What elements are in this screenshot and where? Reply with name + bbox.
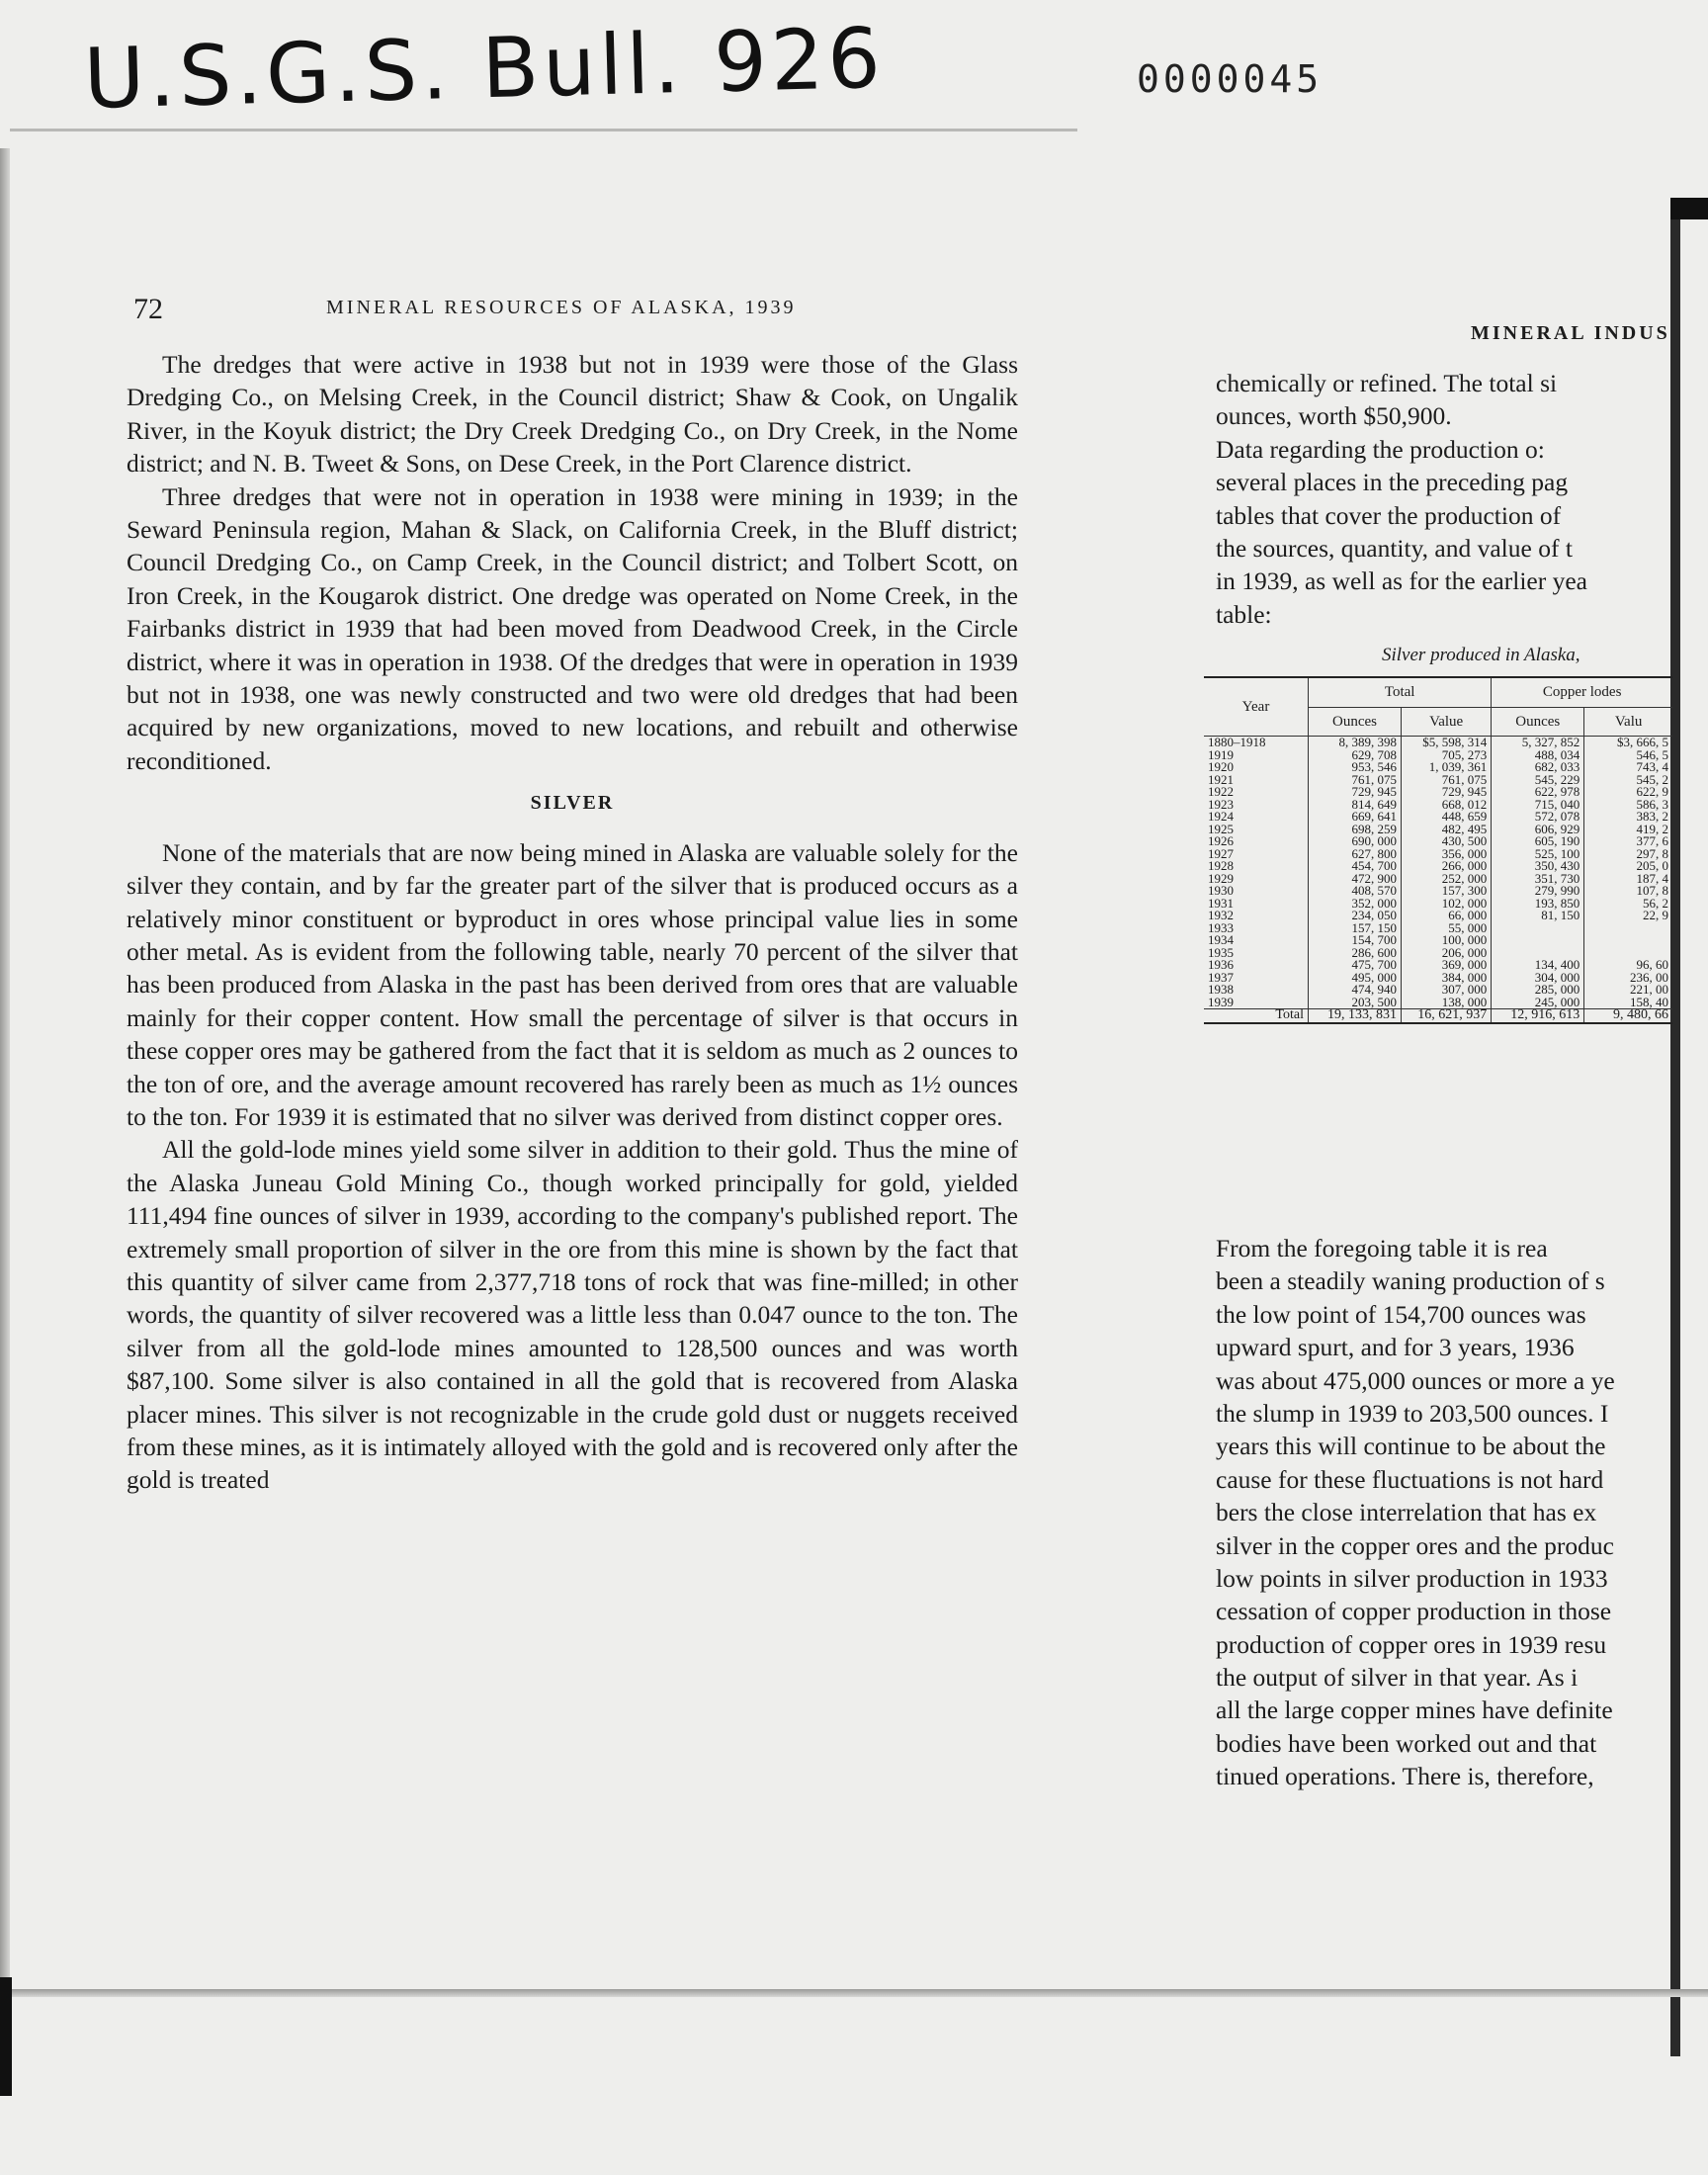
table-cell: 761, 075	[1401, 774, 1491, 787]
table-cell: 304, 000	[1492, 972, 1584, 985]
table-cell: 472, 900	[1309, 873, 1402, 886]
table-cell: 245, 000	[1492, 997, 1584, 1009]
text-line: upward spurt, and for 3 years, 1936	[1216, 1333, 1575, 1362]
text-line: chemically or refined. The total si	[1216, 369, 1558, 397]
text-line: tables that cover the production of	[1216, 500, 1562, 530]
table-cell: 488, 034	[1492, 749, 1584, 762]
table-total-cell: 9, 480, 66	[1584, 1009, 1672, 1023]
text-line: all the large copper mines have definite	[1216, 1696, 1613, 1725]
table-cell-year: 1936	[1208, 957, 1234, 972]
table-cell: 545, 229	[1492, 774, 1584, 787]
table-cell: 627, 800	[1309, 848, 1402, 861]
text-line: From the foregoing table it is rea	[1216, 1234, 1548, 1262]
table-cell: 100, 000	[1401, 934, 1491, 947]
table-cell: 5, 327, 852	[1492, 737, 1584, 749]
table-cell: 81, 150	[1492, 910, 1584, 922]
table-cell	[1492, 922, 1584, 935]
table-cell: 279, 990	[1492, 885, 1584, 898]
table-cell: 377, 6	[1584, 835, 1672, 848]
text-line: production of copper ores in 1939 resu	[1216, 1629, 1607, 1659]
scan-ink-blot	[1670, 198, 1708, 219]
table-row	[1204, 811, 1672, 824]
text-line: the low point of 154,700 ounces was	[1216, 1299, 1586, 1329]
table-cell: 102, 000	[1401, 898, 1491, 911]
table-cell: 205, 0	[1584, 860, 1672, 873]
table-cell: 96, 60	[1584, 959, 1672, 972]
table-cell: 454, 700	[1309, 860, 1402, 873]
table-cell: 669, 641	[1309, 811, 1402, 824]
table-row	[1204, 984, 1672, 997]
table-cell-year: 1929	[1208, 870, 1234, 886]
text-line: low points in silver production in 1933	[1216, 1563, 1608, 1593]
table-cell: 698, 259	[1309, 824, 1402, 836]
table-cell: 384, 000	[1401, 972, 1491, 985]
text-line: tinued operations. There is, therefore,	[1216, 1762, 1594, 1791]
table-row	[1204, 972, 1672, 985]
table-cell: 138, 000	[1401, 997, 1491, 1009]
scan-left-scrap	[0, 1977, 12, 2096]
table-row	[1204, 824, 1672, 836]
table-cell: 761, 075	[1309, 774, 1402, 787]
table-cell: 743, 4	[1584, 761, 1672, 774]
text-line: bers the close interrelation that has ex	[1216, 1498, 1597, 1527]
table-cell-year: 1920	[1208, 759, 1234, 774]
table-cell-year: 1926	[1208, 833, 1234, 848]
table-cell: 448, 659	[1401, 811, 1491, 824]
table-cell-year: 1921	[1208, 771, 1234, 787]
table-cell: 629, 708	[1309, 749, 1402, 762]
table-cell: 356, 000	[1401, 848, 1491, 861]
table-cell: 286, 600	[1309, 947, 1402, 960]
paragraph: All the gold-lode mines yield some silver in addition to their gold. Thus the mine of the Alaska Juneau Gold Mining Co., though worked principally for gold, yielded 111,494 fine ounces of silver in 1939, according to the company's published report. The extremely small proportion of silver in the ore from this mine is shown by the fact that this quantity of silver came from 2,377,718 tons of rock that was fine-milled; in other words, the quantity of silver recovered was a little less than 0.047 ounce to the ton. The silver from all the gold-lode mines amounted to 128,500 ounces and was worth $87,100. Some silver is also contained in all the gold that is recovered from Alaska placer mines. This silver is not recognizable in the crude gold dust or nuggets received from these mines, as it is intimately alloyed with the gold and is recovered only after the gold is treated	[127, 1135, 1018, 1495]
table-cell: 134, 400	[1492, 959, 1584, 972]
table-total-cell: 12, 916, 613	[1492, 1009, 1584, 1023]
table-cell: $5, 598, 314	[1401, 737, 1491, 749]
table-cell: 56, 2	[1584, 898, 1672, 911]
table-cell: 352, 000	[1309, 898, 1402, 911]
table-cell: 55, 000	[1401, 922, 1491, 935]
table-cell: 206, 000	[1401, 947, 1491, 960]
text-line: in 1939, as well as for the earlier yea	[1216, 566, 1587, 596]
right-page-fragment	[1164, 0, 1672, 2175]
table-total-row	[1204, 1009, 1672, 1023]
table-total-cell: 19, 133, 831	[1309, 1009, 1402, 1023]
table-cell: 107, 8	[1584, 885, 1672, 898]
table-total-label: Total	[1204, 1009, 1309, 1023]
running-head: MINERAL RESOURCES OF ALASKA, 1939	[326, 297, 797, 318]
table-cell: 474, 940	[1309, 984, 1402, 997]
table-cell: 729, 945	[1309, 786, 1402, 799]
table-cell: 605, 190	[1492, 835, 1584, 848]
table-cell: 475, 700	[1309, 959, 1402, 972]
col-header-year: Year	[1204, 677, 1309, 737]
col-header-value: Value	[1401, 707, 1491, 737]
table-cell: 545, 2	[1584, 774, 1672, 787]
text-line: Data regarding the production o:	[1216, 434, 1545, 464]
section-heading: SILVER	[530, 792, 615, 815]
table-cell: 668, 012	[1401, 799, 1491, 812]
table-row	[1204, 774, 1672, 787]
text-line: ounces, worth $50,900.	[1216, 401, 1452, 431]
right-running-head: MINERAL INDUS	[1471, 322, 1670, 344]
table-cell	[1584, 934, 1672, 947]
table-row	[1204, 737, 1672, 749]
table-cell: 546, 5	[1584, 749, 1672, 762]
table-cell: 622, 9	[1584, 786, 1672, 799]
text-line: the output of silver in that year. As i	[1216, 1663, 1579, 1693]
table-cell: 814, 649	[1309, 799, 1402, 812]
table-cell: 690, 000	[1309, 835, 1402, 848]
table-cell: 729, 945	[1401, 786, 1491, 799]
page-number: 72	[133, 293, 163, 325]
table-row	[1204, 885, 1672, 898]
table-row	[1204, 922, 1672, 935]
text-line: cessation of copper production in those	[1216, 1597, 1612, 1626]
paragraph: The dredges that were active in 1938 but not in 1939 were those of the Glass Dredging Co., on Melsing Creek, in the Council district; Shaw & Cook, on Ungalik River, in the Koyuk district; the Dry Creek Dredging Co., on Dry Creek, in the Nome district; and N. B. Tweet & Sons, on Dese Creek, in the Port Clarence district.	[127, 350, 1018, 478]
table-cell: 307, 000	[1401, 984, 1491, 997]
table-row	[1204, 761, 1672, 774]
paragraph: None of the materials that are now being mined in Alaska are valuable solely for the silver they contain, and by far the greater part of the silver that is produced occurs as a relatively minor constituent or byproduct in ores whose principal value lies in some other metal. As is evident from the following table, nearly 70 percent of the silver that has been produced from Alaska in the past has been derived from ores that are valuable mainly for their copper content. How small the percentage of silver is that occurs in these copper ores may be gathered from the fact that it is seldom as much as 2 ounces to the ton of ore, and the average amount recovered has rarely been as much as 1½ ounces to the ton. For 1939 it is estimated that no silver was derived from distinct copper ores.	[127, 837, 1018, 1131]
table-cell: 351, 730	[1492, 873, 1584, 886]
text-line: years this will continue to be about the	[1216, 1432, 1606, 1461]
table-cell: 369, 000	[1401, 959, 1491, 972]
table-cell: 705, 273	[1401, 749, 1491, 762]
table-cell: 482, 495	[1401, 824, 1491, 836]
handwritten-label: U.S.G.S. Bull. 926	[82, 9, 886, 128]
table-cell-year: 1932	[1208, 908, 1234, 922]
table-cell: 572, 078	[1492, 811, 1584, 824]
col-group-copper-lodes: Copper lodes	[1492, 677, 1672, 707]
table-cell-year: 1923	[1208, 796, 1234, 812]
text-line: was about 475,000 ounces or more a ye	[1216, 1365, 1615, 1395]
table-cell: 525, 100	[1492, 848, 1584, 861]
left-page-body	[127, 348, 1018, 1497]
table-cell: 203, 500	[1309, 997, 1402, 1009]
table-row	[1204, 898, 1672, 911]
table-row	[1204, 835, 1672, 848]
table-cell: 157, 150	[1309, 922, 1402, 935]
table-cell: 586, 3	[1584, 799, 1672, 812]
text-line: been a steadily waning production of s	[1216, 1266, 1605, 1296]
text-line: several places in the preceding pag	[1216, 468, 1569, 497]
table-cell: 8, 389, 398	[1309, 737, 1402, 749]
table-cell-year: 1919	[1208, 746, 1234, 762]
col-header-value: Valu	[1584, 707, 1672, 737]
table-cell: 430, 500	[1401, 835, 1491, 848]
table-row	[1204, 848, 1672, 861]
table-cell-year: 1930	[1208, 883, 1234, 898]
table-row	[1204, 860, 1672, 873]
table-cell: 682, 033	[1492, 761, 1584, 774]
table-row	[1204, 799, 1672, 812]
table-cell: 234, 050	[1309, 910, 1402, 922]
table-cell: 622, 978	[1492, 786, 1584, 799]
table-cell: 221, 00	[1584, 984, 1672, 997]
table-cell: 383, 2	[1584, 811, 1672, 824]
table-row	[1204, 934, 1672, 947]
table-cell: 715, 040	[1492, 799, 1584, 812]
table-cell-year: 1934	[1208, 932, 1234, 947]
table-cell: 408, 570	[1309, 885, 1402, 898]
table-cell-year: 1928	[1208, 858, 1234, 873]
table-cell-year: 1933	[1208, 919, 1234, 935]
table-cell: 157, 300	[1401, 885, 1491, 898]
table-cell: 1, 039, 361	[1401, 761, 1491, 774]
text-line: table:	[1216, 599, 1272, 629]
table-cell: 495, 000	[1309, 972, 1402, 985]
catalog-number: 0000045	[1137, 57, 1324, 101]
text-line: cause for these fluctuations is not hard	[1216, 1464, 1604, 1494]
table-cell: 187, 4	[1584, 873, 1672, 886]
table-caption: Silver produced in Alaska,	[1382, 645, 1580, 665]
table-row	[1204, 786, 1672, 799]
table-cell: 419, 2	[1584, 824, 1672, 836]
table-cell-year: 1938	[1208, 982, 1234, 997]
table-cell: 266, 000	[1401, 860, 1491, 873]
table-cell: 193, 850	[1492, 898, 1584, 911]
table-cell: 953, 546	[1309, 761, 1402, 774]
text-line: the sources, quantity, and value of t	[1216, 533, 1573, 563]
table-cell-year: 1939	[1208, 994, 1234, 1009]
table-cell	[1584, 922, 1672, 935]
table-cell: 606, 929	[1492, 824, 1584, 836]
table-cell-year: 1880–1918	[1208, 735, 1266, 749]
table-cell: 154, 700	[1309, 934, 1402, 947]
col-group-total: Total	[1309, 677, 1492, 707]
table-cell: 158, 40	[1584, 997, 1672, 1009]
table-row	[1204, 910, 1672, 922]
table-cell: 350, 430	[1492, 860, 1584, 873]
text-line: the slump in 1939 to 203,500 ounces. I	[1216, 1398, 1609, 1428]
right-text-bottom	[1216, 1232, 1672, 1793]
table-body	[1204, 737, 1672, 1023]
text-line: bodies have been worked out and that	[1216, 1728, 1597, 1758]
table-cell: 66, 000	[1401, 910, 1491, 922]
text-line: silver in the copper ores and the produc	[1216, 1530, 1614, 1560]
table-cell: 285, 000	[1492, 984, 1584, 997]
table-cell-year: 1935	[1208, 944, 1234, 960]
right-text-top	[1216, 367, 1672, 631]
table-cell: 297, 8	[1584, 848, 1672, 861]
table-total-cell: 16, 621, 937	[1401, 1009, 1491, 1023]
table-row	[1204, 947, 1672, 960]
table-cell: 252, 000	[1401, 873, 1491, 886]
table-cell-year: 1925	[1208, 821, 1234, 836]
table-cell-year: 1931	[1208, 895, 1234, 911]
col-header-ounces: Ounces	[1309, 707, 1402, 737]
table-cell: 236, 00	[1584, 972, 1672, 985]
table-row	[1204, 959, 1672, 972]
table-cell-year: 1924	[1208, 809, 1234, 824]
table-cell-year: 1937	[1208, 969, 1234, 985]
table-cell-year: 1927	[1208, 845, 1234, 861]
table-cell-year: 1922	[1208, 784, 1234, 799]
table-row	[1204, 873, 1672, 886]
table-cell: $3, 666, 5	[1584, 737, 1672, 749]
col-header-ounces: Ounces	[1492, 707, 1584, 737]
table-cell: 22, 9	[1584, 910, 1672, 922]
scan-left-edge	[0, 148, 10, 2027]
paragraph: Three dredges that were not in operation in 1938 were mining in 1939; in the Seward Peninsula region, Mahan & Slack, on California Creek, in the Bluff district; Council Dredging Co., on Camp Creek, in the Council district; and Tolbert Scott, on Iron Creek, in the Kougarok district. One dredge was operated on Nome Creek, in the Fairbanks district in 1939 that had been moved from Deadwood Creek, in the Circle district, where it was in operation in 1938. Of the dredges that were in operation in 1939 but not in 1938, one was newly constructed and two were old dredges that had been acquired by new organizations, moved to new locations, and rebuilt and otherwise reconditioned.	[127, 481, 1018, 775]
silver-production-table	[1204, 676, 1672, 1024]
table-cell	[1492, 934, 1584, 947]
